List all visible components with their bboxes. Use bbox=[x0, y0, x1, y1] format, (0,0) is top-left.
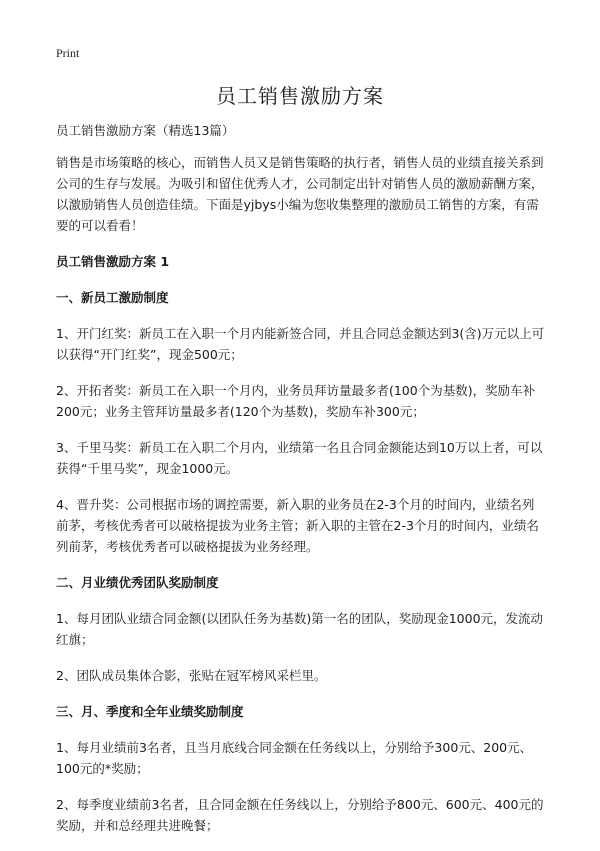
intro-paragraph: 销售是市场策略的核心，而销售人员又是销售策略的执行者，销售人员的业绩直接关系到公司的生存与发展。为吸引和留住优秀人才，公司制定出针对销售人员的激励薪酬方案，以激励销售人员创造佳绩。下面是yjbys小编为您收集整理的激励员工销售的方案，有需要的可以看看！ bbox=[56, 155, 544, 233]
print-link[interactable]: Print bbox=[56, 46, 80, 60]
section-item: 1、每月团队业绩合同金额(以团队任务为基数)第一名的团队，奖励现金1000元，发流动红旗； bbox=[56, 611, 544, 647]
section-item: 2、开拓者奖：新员工在入职一个月内，业务员拜访量最多者(100个为基数)，奖励车补200元；业务主管拜访量最多者(120个为基数)，奖励车补300元； bbox=[56, 383, 536, 419]
section-item: 3、千里马奖：新员工在入职二个月内，业绩第一名且合同金额能达到10万以上者，可以获得“千里马奖”，现金1000元。 bbox=[56, 440, 543, 476]
document-body bbox=[56, 120, 546, 851]
section-item: 1、每月业绩前3名者，且当月底线合同金额在任务线以上，分别给予300元、200元、100元的*奖励； bbox=[56, 740, 533, 776]
document-title: 员工销售激励方案 bbox=[216, 84, 384, 108]
section-heading: 一、新员工激励制度 bbox=[56, 290, 169, 305]
document-subtitle: 员工销售激励方案（精选13篇） bbox=[56, 123, 235, 138]
section-item: 2、团队成员集体合影，张贴在冠军榜风采栏里。 bbox=[56, 668, 327, 683]
section-heading: 三、月、季度和全年业绩奖励制度 bbox=[56, 704, 244, 719]
section-item: 1、开门红奖：新员工在入职一个月内能新签合同，并且合同总金额达到3(含)万元以上可以获得“开门红奖”，现金500元； bbox=[56, 326, 545, 362]
section-heading: 二、月业绩优秀团队奖励制度 bbox=[56, 575, 219, 590]
section-item: 2、每季度业绩前3名者，且合同金额在任务线以上，分别给予800元、600元、400元的奖励，并和总经理共进晚餐； bbox=[56, 797, 544, 833]
plan-heading: 员工销售激励方案 1 bbox=[56, 254, 170, 269]
section-item: 4、晋升奖：公司根据市场的调控需要，新入职的业务员在2-3个月的时间内，业绩名列前茅，考核优秀者可以破格提拔为业务主管；新入职的主管在2-3个月的时间内，业绩名列前茅，考核优秀者可以破格提拔为业务经理。 bbox=[56, 497, 539, 554]
